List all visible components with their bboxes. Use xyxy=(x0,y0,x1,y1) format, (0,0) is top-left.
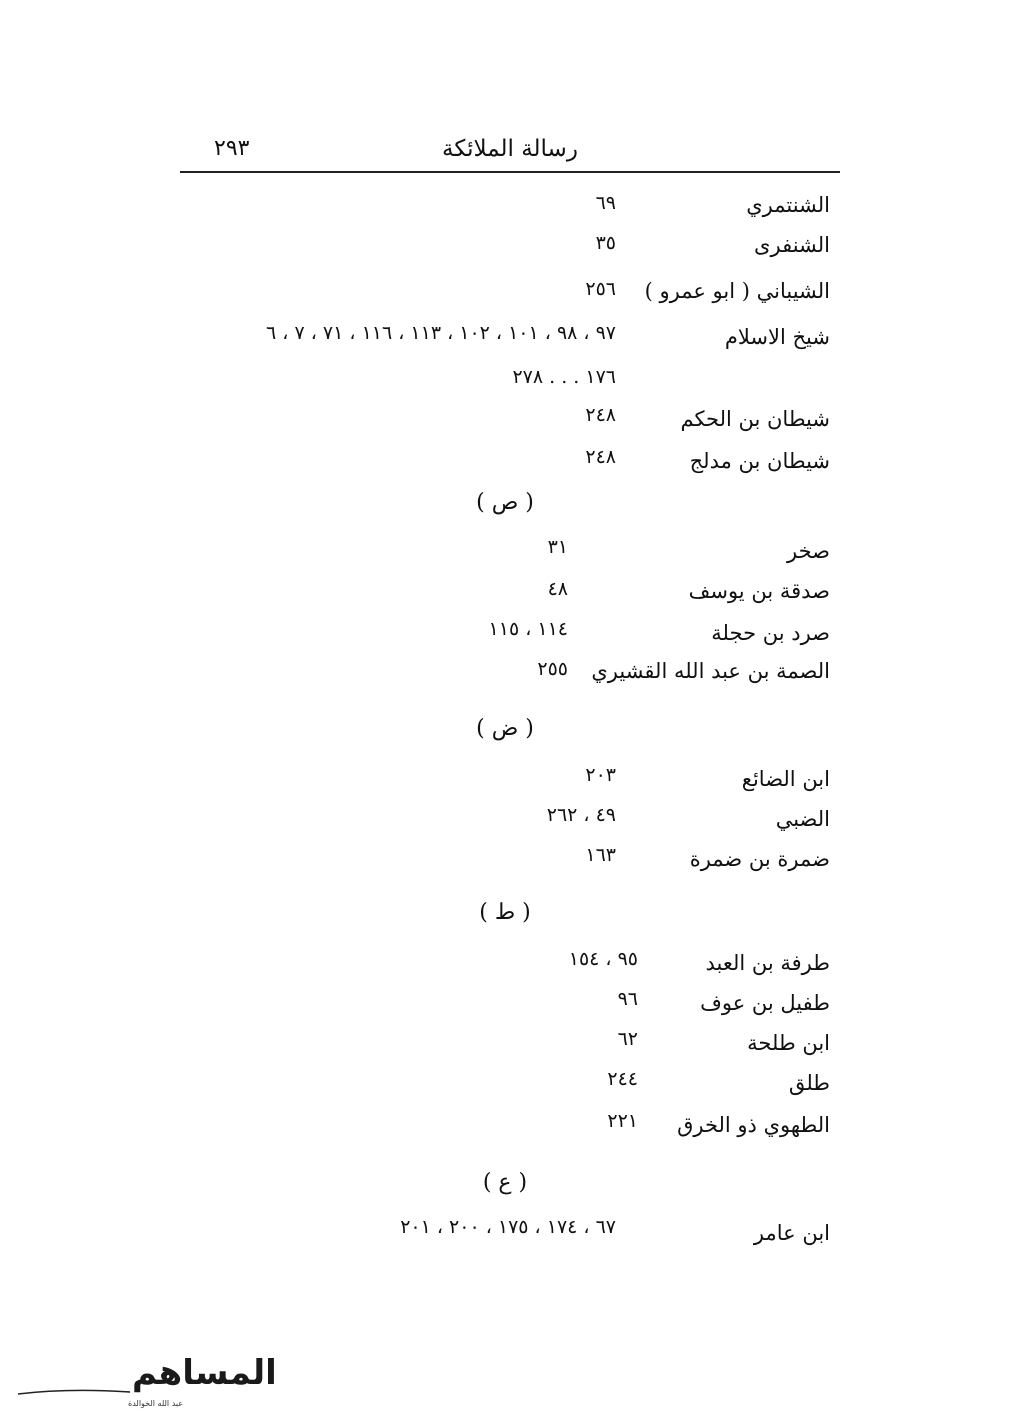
entry-pages-continued: ١٧٦ . . . ٢٧٨ xyxy=(512,366,616,388)
entry-name: شيخ الاسلام xyxy=(724,325,830,349)
entry-name: شيطان بن مدلج xyxy=(689,449,830,473)
stamp-logo-icon xyxy=(8,1338,277,1412)
entry-pages: ٢٠٣ xyxy=(585,764,616,786)
entry-name: ضمرة بن ضمرة xyxy=(689,847,830,871)
page-number: ٢٩٣ xyxy=(214,136,250,161)
entry-pages: ٢٢١ xyxy=(607,1110,638,1132)
entry-name: الشنتمري xyxy=(746,193,830,217)
entry-name: ابن طلحة xyxy=(747,1031,830,1055)
page-header xyxy=(180,136,840,172)
entry-pages: ٢٥٥ xyxy=(537,658,568,680)
entry-name: طلق xyxy=(788,1071,830,1095)
entry-pages: ٢٥٦ xyxy=(585,278,616,300)
entry-pages: ٢٤٨ xyxy=(585,404,616,426)
entry-pages: ٢٤٤ xyxy=(607,1068,638,1090)
stamp-text: المساهم xyxy=(132,1353,277,1393)
entry-pages: ٩٦ xyxy=(617,988,638,1010)
entry-pages: ٣١ xyxy=(547,536,568,558)
entry-pages: ٩٧ ، ٩٨ ، ١٠١ ، ١٠٢ ، ١١٣ ، ١١٦ ، ٧١ ، ٧ ، ٦ xyxy=(266,322,616,344)
entry-name: طرفة بن العبد xyxy=(705,951,830,975)
calligraphy-stamp xyxy=(8,1338,277,1412)
entry-pages: ٦٧ ، ١٧٤ ، ١٧٥ ، ٢٠٠ ، ٢٠١ xyxy=(400,1216,616,1238)
entry-name: شيطان بن الحكم xyxy=(680,407,830,431)
entry-pages: ٤٩ ، ٢٦٢ xyxy=(546,804,616,826)
entry-name: صرد بن حجلة xyxy=(711,621,830,645)
entry-name: صخر xyxy=(787,539,830,563)
entry-pages: ٦٩ xyxy=(595,192,616,214)
entry-pages: ٣٥ xyxy=(595,232,616,254)
entry-name: طفيل بن عوف xyxy=(700,991,830,1015)
stamp-subtext: عبد الله الخوالدة xyxy=(128,1399,184,1408)
entry-pages: ٩٥ ، ١٥٤ xyxy=(568,948,638,970)
section-heading-sad: ( ص ) xyxy=(476,490,534,515)
running-title: رسالة الملائكة xyxy=(442,136,578,162)
entry-name: صدقة بن يوسف xyxy=(688,579,830,603)
entry-name: الضبي xyxy=(775,807,830,831)
entry-pages: ٦٢ xyxy=(617,1028,638,1050)
section-heading-dad: ( ض ) xyxy=(476,716,534,741)
entry-name: الشيباني ( ابو عمرو ) xyxy=(644,279,830,303)
entry-name: ابن عامر xyxy=(753,1221,830,1245)
entry-name: الصمة بن عبد الله القشيري xyxy=(591,659,830,683)
entry-pages: ١٦٣ xyxy=(585,844,616,866)
entry-pages: ٢٤٨ xyxy=(585,446,616,468)
section-heading-ta: ( ط ) xyxy=(479,900,531,925)
entry-name: الطهوي ذو الخرق xyxy=(677,1113,830,1137)
entry-name: الشنفرى xyxy=(754,233,830,257)
entry-name: ابن الضائع xyxy=(741,767,830,791)
entry-pages: ٤٨ xyxy=(547,578,568,600)
section-heading-ain: ( ع ) xyxy=(482,1170,528,1195)
entry-pages: ١١٤ ، ١١٥ xyxy=(488,618,568,640)
header-rule xyxy=(180,171,840,173)
